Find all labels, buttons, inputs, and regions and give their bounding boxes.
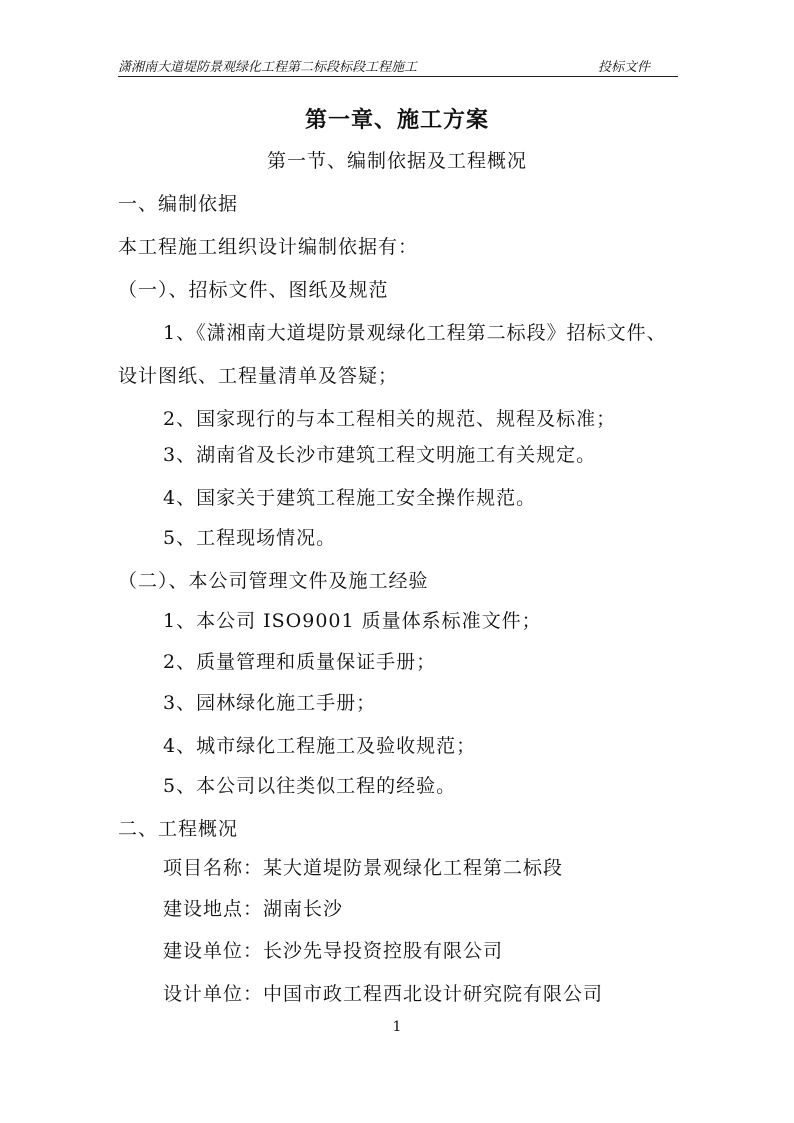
list-item-tender-1: 1、《潇湘南大道堤防景观绿化工程第二标段》招标文件、 xyxy=(163,322,667,344)
header-document-type: 投标文件 xyxy=(598,60,651,75)
paragraph-basis-intro: 本工程施工组织设计编制依据有： xyxy=(118,236,419,258)
subheading-tender-docs: （一）、招标文件、图纸及规范 xyxy=(118,279,389,301)
list-item-company-1: 1、本公司 ISO9001 质量体系标准文件； xyxy=(163,610,542,632)
list-item-tender-1-cont: 设计图纸、工程量清单及答疑； xyxy=(118,365,399,387)
page-header xyxy=(118,52,678,77)
list-item-company-2: 2、质量管理和质量保证手册； xyxy=(163,651,437,673)
overview-designer: 设计单位：中国市政工程西北设计研究院有限公司 xyxy=(163,983,604,1005)
list-item-tender-2: 2、国家现行的与本工程相关的规范、规程及标准； xyxy=(163,408,617,430)
list-item-tender-4: 4、国家关于建筑工程施工安全操作规范。 xyxy=(163,487,537,509)
header-project-title: 潇湘南大道堤防景观绿化工程第二标段标段工程施工 xyxy=(118,60,418,75)
heading-basis: 一、编制依据 xyxy=(118,193,239,215)
chapter-title: 第一章、施工方案 xyxy=(304,107,489,133)
overview-project-name: 项目名称：某大道堤防景观绿化工程第二标段 xyxy=(163,857,564,879)
subheading-company-docs: （二）、本公司管理文件及施工经验 xyxy=(118,570,429,592)
overview-client: 建设单位：长沙先导投资控股有限公司 xyxy=(163,940,504,962)
section-title: 第一节、编制依据及工程概况 xyxy=(266,150,527,172)
list-item-company-4: 4、城市绿化工程施工及验收规范； xyxy=(163,735,477,757)
page-number: 1 xyxy=(392,1019,402,1035)
list-item-tender-3: 3、湖南省及长沙市建筑工程文明施工有关规定。 xyxy=(163,444,597,466)
list-item-company-3: 3、园林绿化施工手册； xyxy=(163,692,377,714)
list-item-tender-5: 5、工程现场情况。 xyxy=(163,527,337,549)
overview-location: 建设地点：湖南长沙 xyxy=(163,898,344,920)
list-item-company-5: 5、本公司以往类似工程的经验。 xyxy=(163,775,457,797)
heading-overview: 二、工程概况 xyxy=(118,818,239,840)
